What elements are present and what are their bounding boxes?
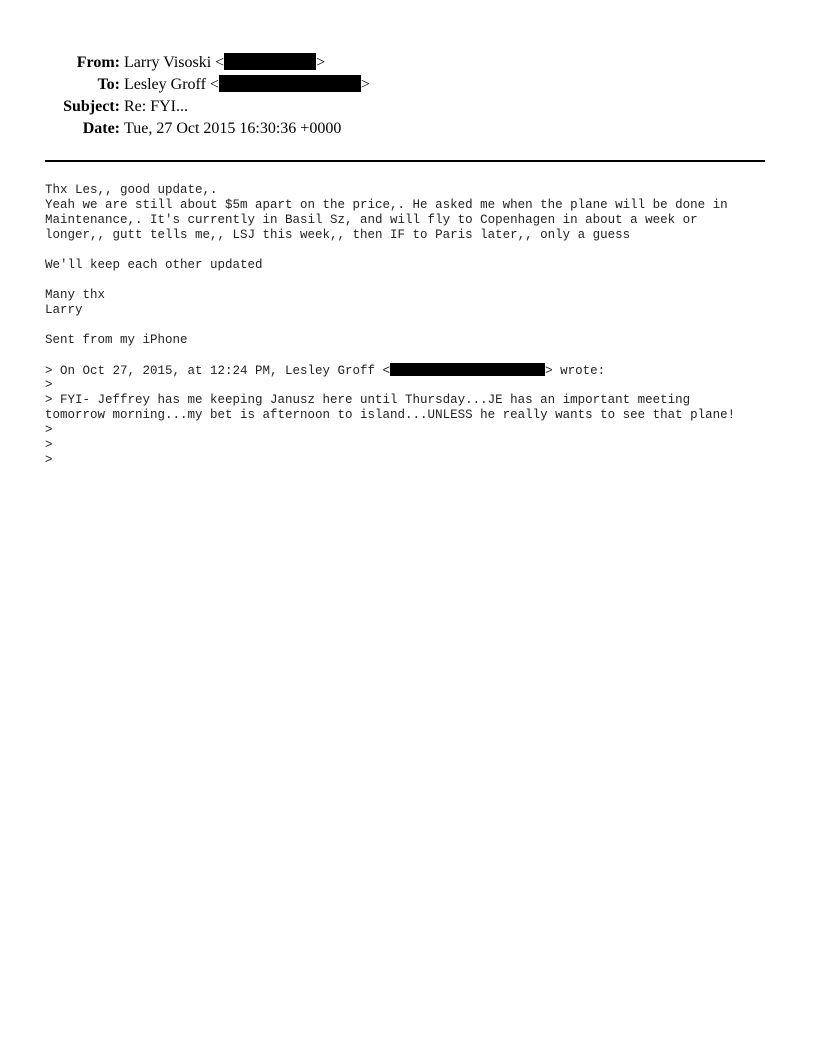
from-close: > (316, 54, 326, 71)
from-row (0, 52, 816, 74)
header-divider (45, 160, 765, 162)
body-line: Many thx (45, 288, 106, 302)
subject-row (0, 96, 816, 118)
email-body (45, 183, 775, 468)
from-label: From: (76, 54, 120, 71)
quote-line: > (45, 453, 53, 467)
body-line: longer,, gutt tells me,, LSJ this week,, then IF to Paris later,, only a guess (45, 228, 631, 242)
quote-line: > (45, 378, 53, 392)
date-row (0, 118, 816, 140)
quoted-email-redaction (390, 363, 545, 376)
blank-line (45, 273, 775, 288)
signature-line: Sent from my iPhone (45, 333, 188, 347)
blank-line (45, 243, 775, 258)
body-line: Yeah we are still about $5m apart on the price,. He asked me when the plane will be done in (45, 198, 728, 212)
body-line: We'll keep each other updated (45, 258, 263, 272)
quote-attribution-end: > wrote: (545, 364, 606, 378)
to-close: > (360, 76, 370, 93)
body-line: Maintenance,. It's currently in Basil Sz, and will fly to Copenhagen in about a week or (45, 213, 698, 227)
quote-line: > (45, 423, 53, 437)
from-name: Larry Visoski < (124, 54, 225, 71)
date-label: Date: (82, 120, 120, 137)
quote-attribution-start: > On Oct 27, 2015, at 12:24 PM, Lesley Groff < (45, 364, 391, 378)
to-label: To: (97, 76, 120, 93)
quote-line: tomorrow morning...my bet is afternoon to island...UNLESS he really wants to see that plane! (45, 408, 736, 422)
blank-line (45, 348, 775, 363)
from-value (124, 52, 325, 74)
subject-label: Subject: (63, 98, 120, 115)
to-name: Lesley Groff < (124, 76, 219, 93)
email-header (0, 52, 816, 140)
quote-line: > (45, 438, 53, 452)
from-email-redaction (224, 53, 316, 70)
to-row (0, 74, 816, 96)
date-value: Tue, 27 Oct 2015 16:30:36 +0000 (124, 120, 342, 137)
body-line: Larry (45, 303, 83, 317)
subject-value: Re: FYI... (124, 98, 188, 115)
to-email-redaction (219, 75, 361, 92)
blank-line (45, 318, 775, 333)
body-line: Thx Les,, good update,. (45, 183, 218, 197)
quote-line: > FYI- Jeffrey has me keeping Janusz here until Thursday...JE has an important meeting (45, 393, 691, 407)
quote-attribution (45, 363, 775, 378)
to-value (124, 74, 370, 96)
